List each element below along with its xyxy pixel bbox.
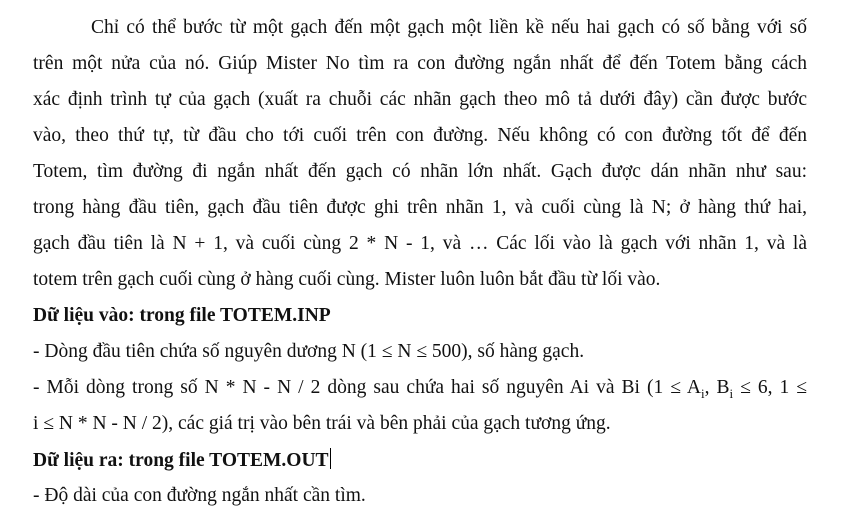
output-item-1: - Độ dài của con đường ngắn nhất cần tìm.: [33, 485, 366, 506]
paragraph-line-2: trên một nửa của nó. Giúp Mister No tìm ra con đường ngắn nhất để đến Totem bằng cách: [33, 53, 807, 74]
text-cursor: [330, 448, 332, 469]
paragraph-line-1: Chỉ có thể bước từ một gạch đến một gạch một liền kề nếu hai gạch có số bằng với số: [91, 17, 807, 38]
paragraph-line-3: xác định trình tự của gạch (xuất ra chuỗi các nhãn gạch theo mô tả dưới đây) cần được bước: [33, 89, 807, 110]
output-heading-text: Dữ liệu ra: trong file TOTEM.OUT: [33, 450, 329, 471]
input-item-2-text-b: , B: [704, 377, 730, 398]
input-item-2-text-a: - Mỗi dòng trong số N * N - N / 2 dòng sau chứa hai số nguyên Ai và Bi (1 ≤ A: [33, 377, 701, 398]
subscript-i: i: [729, 385, 734, 400]
input-item-2-text-c: ≤ 6, 1 ≤: [733, 377, 807, 398]
input-item-1: - Dòng đầu tiên chứa số nguyên dương N (1 ≤ N ≤ 500), số hàng gạch.: [33, 341, 585, 362]
paragraph-line-6: trong hàng đầu tiên, gạch đầu tiên được ghi trên nhãn 1, và cuối cùng là N; ở hàng thứ hai,: [33, 197, 807, 218]
input-section-heading: Dữ liệu vào: trong file TOTEM.INP: [33, 305, 331, 326]
input-item-2-line-2: i ≤ N * N - N / 2), các giá trị vào bên trái và bên phải của gạch tương ứng.: [33, 413, 611, 434]
input-item-2-line-1: [33, 376, 807, 400]
paragraph-line-8: totem trên gạch cuối cùng ở hàng cuối cùng. Mister luôn luôn bắt đầu từ lối vào.: [33, 269, 661, 290]
output-section-heading[interactable]: [33, 448, 331, 472]
paragraph-line-7: gạch đầu tiên là N + 1, và cuối cùng 2 * N - 1, và … Các lối vào là gạch với nhãn 1, và là: [33, 233, 807, 254]
subscript-i: i: [700, 385, 705, 400]
paragraph-line-4: vào, theo thứ tự, từ đầu cho tới cuối trên con đường. Nếu không có con đường tốt để đến: [33, 125, 807, 146]
paragraph-line-5: Totem, tìm đường đi ngắn nhất đến gạch có nhãn lớn nhất. Gạch được dán nhãn như sau:: [33, 161, 807, 182]
